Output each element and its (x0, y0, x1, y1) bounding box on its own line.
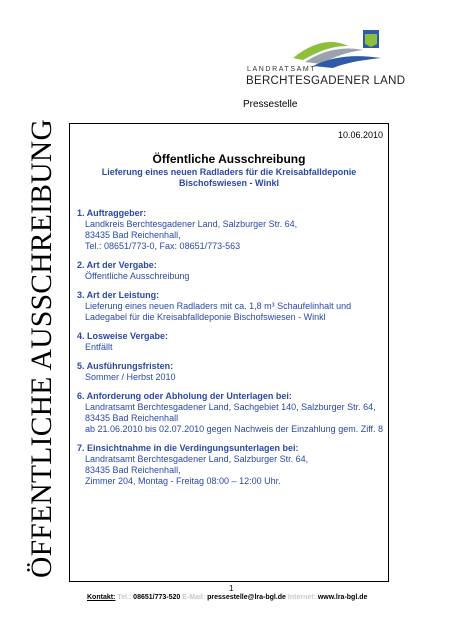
section-title: 5. Ausführungsfristen: (77, 361, 174, 371)
footer-tel-value: 08651/773-520 (133, 594, 181, 601)
section-line: ab 21.06.2010 bis 02.07.2010 gegen Nachweis der Einzahlung gem. Ziff. 8 (85, 424, 384, 434)
footer-contact (87, 594, 367, 601)
footer-website-link[interactable]: www.lra-bgl.de (317, 594, 368, 601)
subtitle-line-1: Lieferung eines neuen Radladers für die Kreisabfalldeponie (101, 167, 357, 177)
page-number: 1 (229, 584, 234, 593)
section-line: 83435 Bad Reichenhall (85, 413, 179, 423)
section-line: 83435 Bad Reichenhall, (85, 465, 181, 475)
section-art-der-leistung (77, 290, 387, 323)
section-ausfuehrungsfristen (77, 361, 387, 383)
footer-mail-link[interactable]: pressestelle@lra-bgl.de (207, 594, 286, 601)
logo (243, 28, 406, 93)
section-body (77, 342, 387, 353)
section-title: 7. Einsichtnahme in die Verdingungsunterlagen bei: (77, 443, 299, 453)
department-label: Pressestelle (243, 99, 298, 110)
sections-list (77, 208, 387, 495)
section-body (77, 402, 387, 435)
section-line: Entfällt (85, 342, 113, 352)
section-title: 2. Art der Vergabe: (77, 260, 157, 270)
section-title: 3. Art der Leistung: (77, 290, 160, 300)
section-line: Zimmer 204, Montag - Freitag 08:00 – 12:00 Uhr. (85, 476, 281, 486)
section-einsichtnahme (77, 443, 387, 487)
section-line: Öffentliche Ausschreibung (85, 271, 190, 281)
side-title: ÖFFENTLICHE AUSSCHREIBUNG (26, 118, 58, 578)
section-line: Sommer / Herbst 2010 (85, 372, 176, 382)
footer-tel-label: Tel.: (117, 594, 132, 601)
subtitle-line-2: Bischofswiesen - Winkl (179, 178, 279, 188)
footer-kontakt-label: Kontakt: (87, 594, 116, 601)
document-date: 10.06.2010 (337, 130, 383, 140)
section-body (77, 301, 387, 323)
section-losweise-vergabe (77, 331, 387, 353)
section-title: 4. Losweise Vergabe: (77, 331, 169, 341)
section-title: 6. Anforderung oder Abholung der Unterlagen bei: (77, 391, 292, 401)
section-body (77, 454, 387, 487)
section-line: Landkreis Berchtesgadener Land, Salzburger Str. 64, (85, 219, 298, 229)
section-line: Tel.: 08651/773-0, Fax: 08651/773-563 (85, 241, 241, 251)
section-body (77, 372, 387, 383)
page-title: Öffentliche Ausschreibung (152, 152, 306, 166)
announcement-box (69, 123, 389, 582)
mountain-logo-icon (293, 28, 393, 68)
section-line: Lieferung eines neuen Radladers mit ca. 1,8 m³ Schaufelinhalt und (85, 301, 352, 311)
logo-subtitle: LANDRATSAMT (247, 66, 317, 73)
footer-internet-label: Internet: (287, 594, 316, 601)
side-title-container (22, 118, 62, 578)
section-line: Landratsamt Berchtesgadener Land, Salzburger Str. 64, (85, 454, 309, 464)
section-title: 1. Auftraggeber: (77, 208, 147, 218)
section-body (77, 219, 387, 252)
section-body (77, 271, 387, 282)
section-auftraggeber (77, 208, 387, 252)
section-anforderung (77, 391, 387, 435)
section-line: Landratsamt Berchtesgadener Land, Sachgebiet 140, Salzburger Str. 64, (85, 402, 376, 412)
section-line: Ladegabel für die Kreisabfalldeponie Bischofswiesen - Winkl (85, 312, 326, 322)
logo-title: BERCHTESGADENER LAND (246, 75, 406, 87)
section-art-der-vergabe (77, 260, 387, 282)
section-line: 83435 Bad Reichenhall, (85, 230, 181, 240)
subtitle (70, 167, 388, 189)
footer-mail-label: E-Mail: (182, 594, 206, 601)
